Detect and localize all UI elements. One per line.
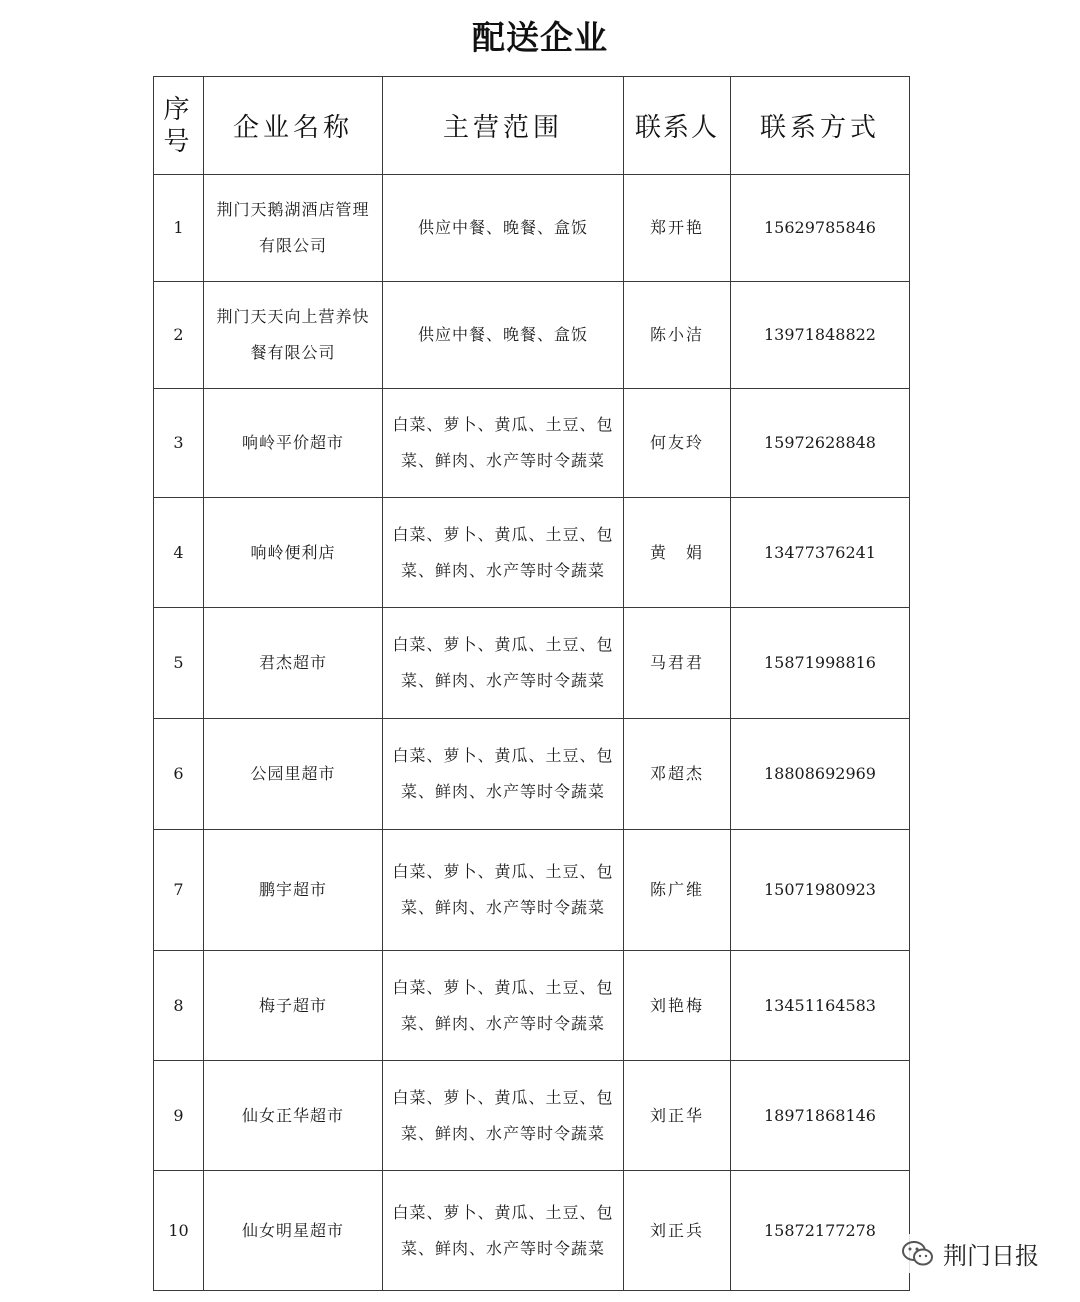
row-seq: 9 xyxy=(154,1061,204,1171)
table-row xyxy=(154,719,910,830)
row-company-name: 君杰超市 xyxy=(204,608,383,719)
table-row xyxy=(154,282,910,389)
row-phone: 15871998816 xyxy=(731,608,910,719)
row-contact: 马君君 xyxy=(624,608,731,719)
row-seq: 8 xyxy=(154,951,204,1061)
row-company-name: 荆门天鹅湖酒店管理有限公司 xyxy=(204,175,383,282)
row-contact: 刘正华 xyxy=(624,1061,731,1171)
row-seq: 4 xyxy=(154,498,204,608)
wechat-icon xyxy=(901,1239,935,1269)
row-scope: 白菜、萝卜、黄瓜、土豆、包菜、鲜肉、水产等时令蔬菜 xyxy=(383,608,624,719)
row-company-name: 响岭平价超市 xyxy=(204,389,383,498)
row-scope: 白菜、萝卜、黄瓜、土豆、包菜、鲜肉、水产等时令蔬菜 xyxy=(383,1061,624,1171)
row-contact: 黄 娟 xyxy=(624,498,731,608)
table-row xyxy=(154,1061,910,1171)
row-seq: 6 xyxy=(154,719,204,830)
row-seq: 1 xyxy=(154,175,204,282)
page-title: 配送企业 xyxy=(472,18,608,57)
row-scope: 供应中餐、晚餐、盒饭 xyxy=(383,282,624,389)
row-company-name: 仙女明星超市 xyxy=(204,1171,383,1291)
row-scope: 白菜、萝卜、黄瓜、土豆、包菜、鲜肉、水产等时令蔬菜 xyxy=(383,498,624,608)
header-name: 企业名称 xyxy=(204,77,383,175)
row-seq: 10 xyxy=(154,1171,204,1291)
delivery-companies-table xyxy=(153,76,910,1291)
row-contact: 郑开艳 xyxy=(624,175,731,282)
row-seq: 5 xyxy=(154,608,204,719)
row-phone: 18808692969 xyxy=(731,719,910,830)
row-scope: 供应中餐、晚餐、盒饭 xyxy=(383,175,624,282)
row-company-name: 梅子超市 xyxy=(204,951,383,1061)
table-row xyxy=(154,389,910,498)
row-scope: 白菜、萝卜、黄瓜、土豆、包菜、鲜肉、水产等时令蔬菜 xyxy=(383,389,624,498)
row-phone: 15629785846 xyxy=(731,175,910,282)
table-row xyxy=(154,498,910,608)
row-company-name: 荆门天天向上营养快餐有限公司 xyxy=(204,282,383,389)
header-scope: 主营范围 xyxy=(383,77,624,175)
header-phone: 联系方式 xyxy=(731,77,910,175)
row-contact: 何友玲 xyxy=(624,389,731,498)
table-row xyxy=(154,608,910,719)
row-company-name: 仙女正华超市 xyxy=(204,1061,383,1171)
row-contact: 邓超杰 xyxy=(624,719,731,830)
header-row xyxy=(154,77,910,175)
row-phone: 15872177278 xyxy=(731,1171,910,1291)
table-row xyxy=(154,175,910,282)
row-phone: 13477376241 xyxy=(731,498,910,608)
row-company-name: 响岭便利店 xyxy=(204,498,383,608)
row-contact: 刘艳梅 xyxy=(624,951,731,1061)
row-seq: 2 xyxy=(154,282,204,389)
row-contact: 刘正兵 xyxy=(624,1171,731,1291)
row-phone: 13451164583 xyxy=(731,951,910,1061)
watermark-text: 荆门日报 xyxy=(943,1242,1039,1270)
row-phone: 13971848822 xyxy=(731,282,910,389)
row-seq: 7 xyxy=(154,830,204,951)
row-phone: 15972628848 xyxy=(731,389,910,498)
table-row xyxy=(154,830,910,951)
header-seq: 序号 xyxy=(154,77,204,175)
row-company-name: 鹏宇超市 xyxy=(204,830,383,951)
table-row xyxy=(154,951,910,1061)
source-watermark xyxy=(895,1234,1045,1273)
row-company-name: 公园里超市 xyxy=(204,719,383,830)
row-scope: 白菜、萝卜、黄瓜、土豆、包菜、鲜肉、水产等时令蔬菜 xyxy=(383,1171,624,1291)
row-scope: 白菜、萝卜、黄瓜、土豆、包菜、鲜肉、水产等时令蔬菜 xyxy=(383,830,624,951)
row-scope: 白菜、萝卜、黄瓜、土豆、包菜、鲜肉、水产等时令蔬菜 xyxy=(383,719,624,830)
row-scope: 白菜、萝卜、黄瓜、土豆、包菜、鲜肉、水产等时令蔬菜 xyxy=(383,951,624,1061)
table-row xyxy=(154,1171,910,1291)
row-phone: 15071980923 xyxy=(731,830,910,951)
header-contact: 联系人 xyxy=(624,77,731,175)
row-phone: 18971868146 xyxy=(731,1061,910,1171)
row-contact: 陈小洁 xyxy=(624,282,731,389)
row-contact: 陈广维 xyxy=(624,830,731,951)
row-seq: 3 xyxy=(154,389,204,498)
